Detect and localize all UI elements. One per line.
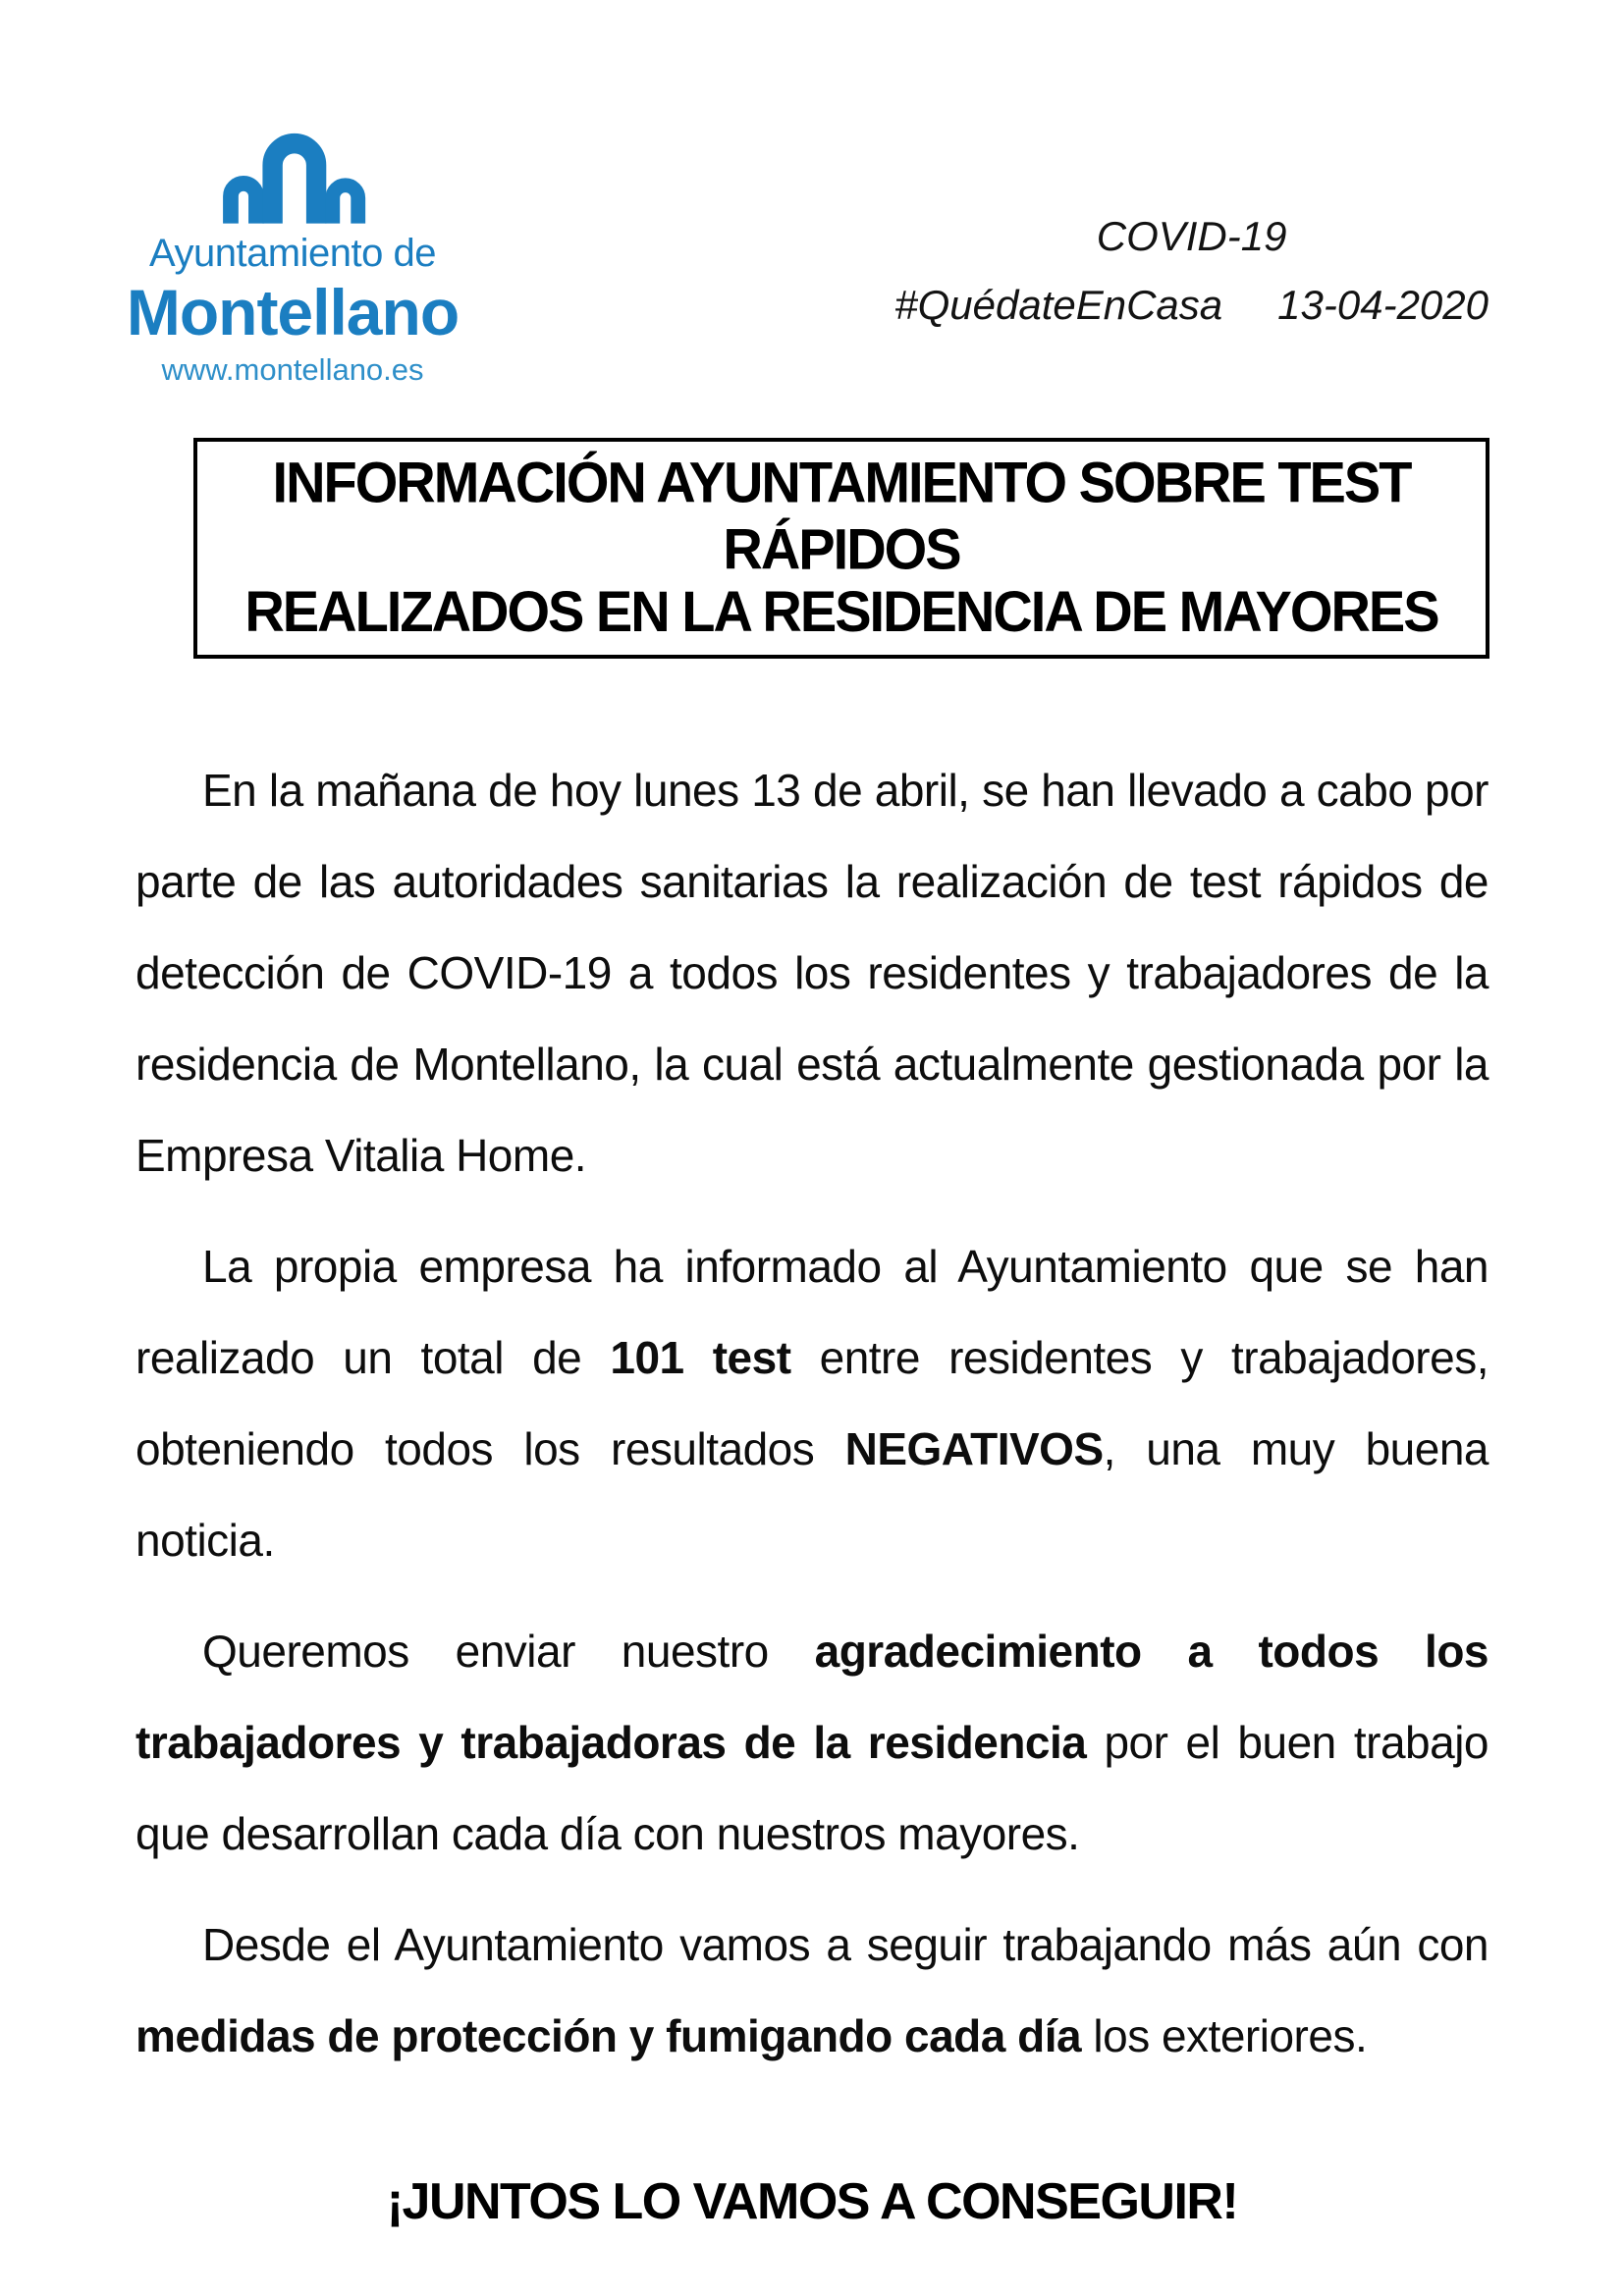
hashtag-label: #QuédateEnCasa: [894, 282, 1223, 328]
paragraph-2-run-2-bold: 101 test: [610, 1332, 791, 1383]
paragraph-4-run-1: Desde el Ayuntamiento vamos a seguir trabajando más aún con: [202, 1919, 1489, 1970]
logo-website: www.montellano.es: [161, 352, 424, 387]
paragraph-4-run-3: los exteriores.: [1081, 2010, 1368, 2061]
arches-logo-icon: [218, 116, 367, 224]
logo-org-name: Montellano: [126, 276, 460, 348]
paragraph-2-run-4-bold: NEGATIVOS: [844, 1423, 1104, 1474]
municipality-logo: [81, 116, 504, 393]
paragraph-2-run-5: , una muy buena noticia.: [135, 1423, 1489, 1566]
date-label: 13-04-2020: [1277, 282, 1489, 328]
title-line-2: REALIZADOS EN LA RESIDENCIA DE MAYORES: [244, 578, 1438, 644]
paragraph-4-run-2-bold: medidas de protección y fumigando cada día: [135, 2010, 1082, 2061]
paragraph-3-run-1: Queremos enviar nuestro: [202, 1626, 815, 1677]
title-box: [193, 438, 1489, 659]
paragraph-3: [135, 1606, 1489, 1880]
paragraph-4: [135, 1899, 1489, 2082]
page-header: [126, 116, 1489, 393]
closing-slogan: ¡JUNTOS LO VAMOS A CONSEGUIR!: [386, 2173, 1238, 2230]
paragraph-2-run-1: La propia empresa ha informado al Ayuntamiento que se han realizado un total de: [135, 1241, 1489, 1383]
header-meta: [894, 202, 1489, 340]
paragraph-3-run-3: por el buen trabajo que desarrollan cada día con nuestros mayores.: [135, 1717, 1489, 1859]
covid-label: COVID-19: [1096, 213, 1287, 259]
paragraph-2-run-3: entre residentes y trabajadores, obteniendo todos los resultados: [135, 1332, 1489, 1474]
document-body: [135, 745, 1489, 2082]
meta-line2: [894, 271, 1489, 340]
paragraph-1: [135, 745, 1489, 1201]
paragraph-3-run-2-bold: agradecimiento a todos los trabajadores y trabajadoras de la residencia: [135, 1626, 1489, 1768]
logo-org-prefix: Ayuntamiento de: [149, 232, 436, 275]
paragraph-2: [135, 1221, 1489, 1586]
paragraph-1-run-1: En la mañana de hoy lunes 13 de abril, se han llevado a cabo por parte de las autoridades sanitarias la realización de test rápidos de detección de COVID-19 a todos los residentes y trabajadores de la residencia de Montellano, la cual está actualmente gestionada por la Empresa Vitalia Home.: [135, 765, 1489, 1181]
title-line-1: INFORMACIÓN AYUNTAMIENTO SOBRE TEST RÁPIDOS: [272, 449, 1411, 582]
